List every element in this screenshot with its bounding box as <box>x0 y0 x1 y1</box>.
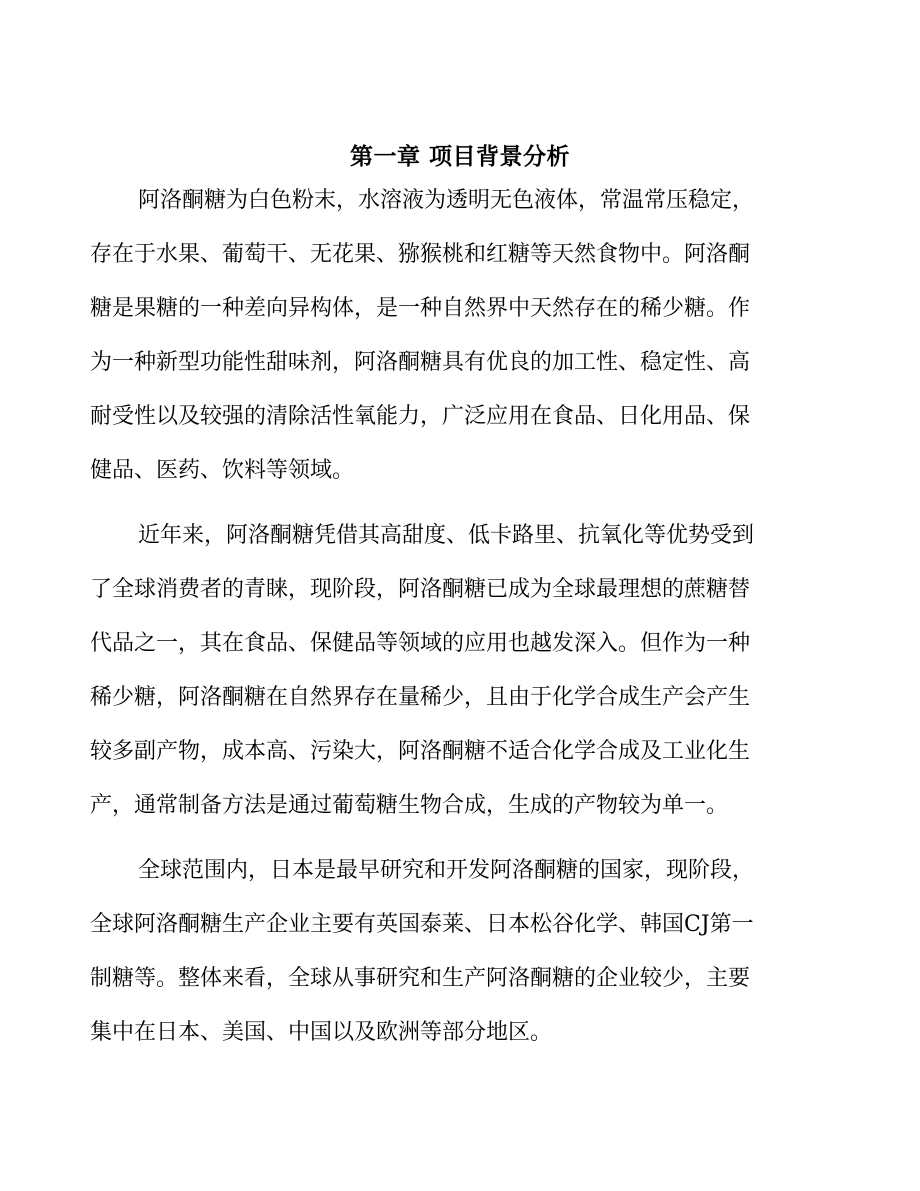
chapter-title: 第一章 项目背景分析 <box>349 144 570 170</box>
paragraph-2-line-4: 稀少糖，阿洛酮糖在自然界存在量稀少，且由于化学合成生产会产生 <box>90 685 751 710</box>
paragraph-2-line-3: 代品之一，其在食品、保健品等领域的应用也越发深入。但作为一种 <box>90 631 751 656</box>
paragraph-1-line-5: 耐受性以及较强的清除活性氧能力，广泛应用在食品、日化用品、保 <box>90 404 751 429</box>
paragraph-1-line-3: 糖是果糖的一种差向异构体，是一种自然界中天然存在的稀少糖。作 <box>90 296 751 321</box>
paragraph-2-line-5: 较多副产物，成本高、污染大，阿洛酮糖不适合化学合成及工业化生 <box>90 739 751 764</box>
paragraph-3-line-3: 制糖等。整体来看，全球从事研究和生产阿洛酮糖的企业较少，主要 <box>90 966 751 991</box>
paragraph-2-line-6: 产，通常制备方法是通过葡萄糖生物合成，生成的产物较为单一。 <box>90 793 729 818</box>
paragraph-3-line-1: 全球范围内，日本是最早研究和开发阿洛酮糖的国家，现阶段， <box>138 858 755 883</box>
paragraph-2-line-1: 近年来，阿洛酮糖凭借其高甜度、低卡路里、抗氧化等优势受到 <box>138 523 755 548</box>
paragraph-2-line-2: 了全球消费者的青睐，现阶段，阿洛酮糖已成为全球最理想的蔗糖替 <box>90 577 751 602</box>
paragraph-1-line-1: 阿洛酮糖为白色粉末，水溶液为透明无色液体，常温常压稳定， <box>138 188 755 213</box>
paragraph-3-line-4: 集中在日本、美国、中国以及欧洲等部分地区。 <box>90 1020 553 1045</box>
paragraph-1-line-4: 为一种新型功能性甜味剂，阿洛酮糖具有优良的加工性、稳定性、高 <box>90 350 751 375</box>
paragraph-1-line-2: 存在于水果、葡萄干、无花果、猕猴桃和红糖等天然食物中。阿洛酮 <box>90 242 751 267</box>
paragraph-3-line-2: 全球阿洛酮糖生产企业主要有英国泰莱、日本松谷化学、韩国CJ第一 <box>90 912 754 937</box>
paragraph-1-line-6: 健品、医药、饮料等领域。 <box>90 458 355 483</box>
